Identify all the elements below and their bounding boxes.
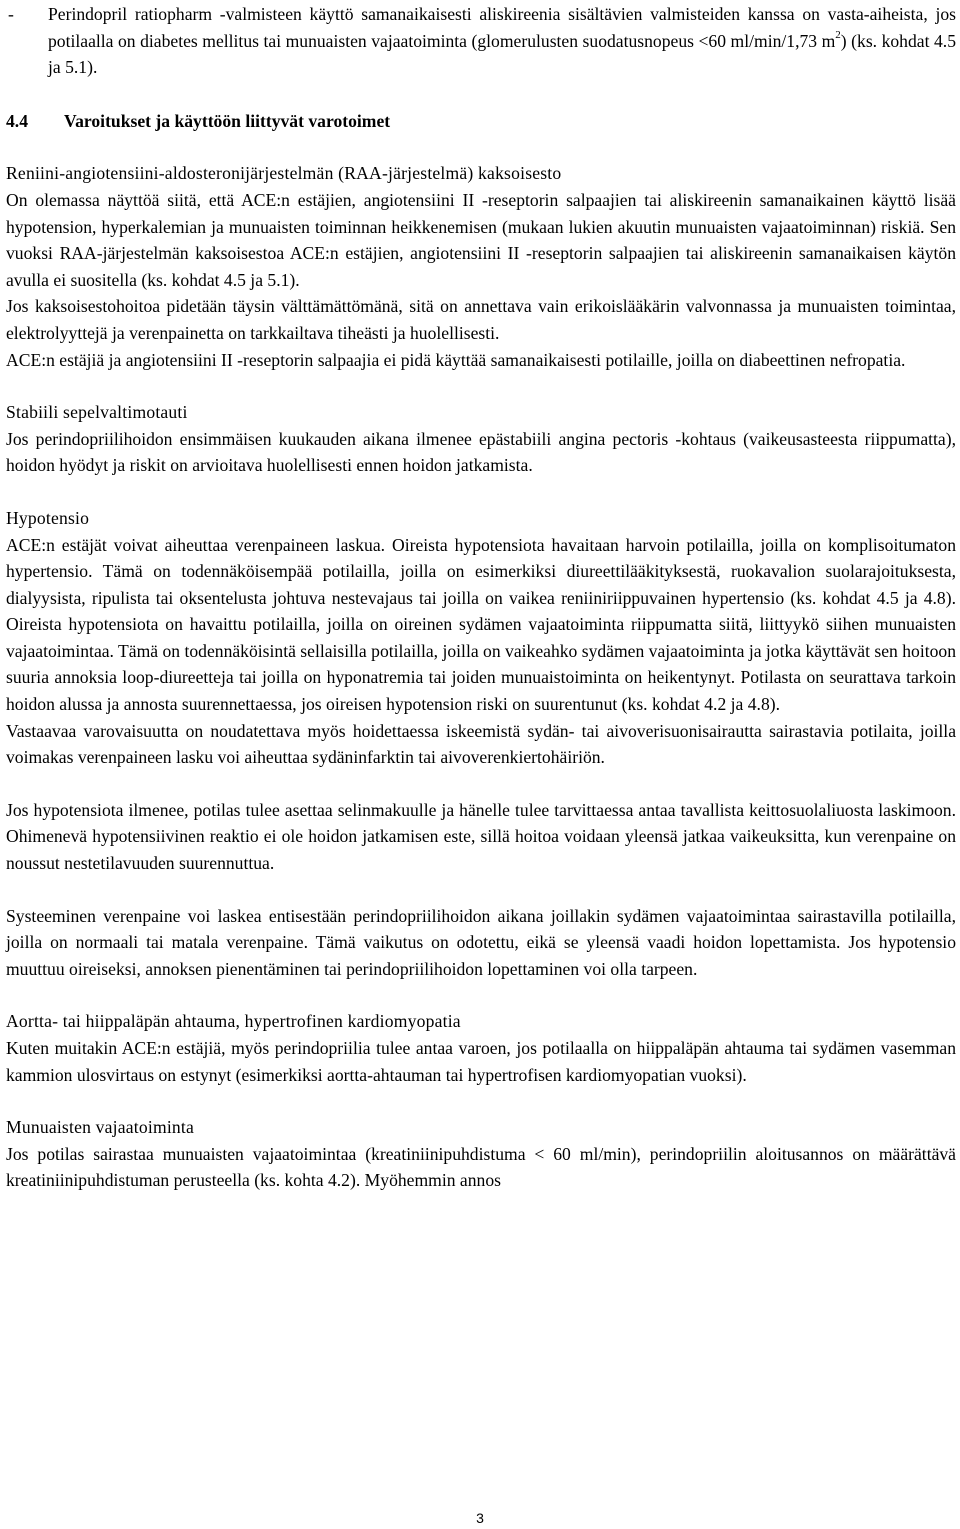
paragraph: Jos kaksoisestohoitoa pidetään täysin välttämättömänä, sitä on annettava vain erikoislääkärin valvonnassa ja munuaisten toimintaa, elektrolyyttejä ja verenpainetta on tarkkailtava tiheästi ja huolellisesti. xyxy=(6,296,956,343)
bullet-text-end: ) (ks. kohdat 4.5 ja 5.1). xyxy=(48,30,956,78)
paragraph: On olemassa näyttöä siitä, että ACE:n estäjien, angiotensiini II -reseptorin salpaajien tai aliskireenin samanaikainen käyttö lisää hypotension, hyperkalemian ja munuaisten toiminnan heikkenemisen (mukaan lukien akuutin munuaisten vajaatoiminnan) riskiä. Sen vuoksi RAA-järjestelmän kaksoisestoa ACE:n estäjien, angiotensiini II -reseptorin salpaajien tai aliskireenin samanaikaisen käytön avulla ei suositella (ks. kohdat 4.5 ja 5.1). xyxy=(6,189,956,290)
section-heading xyxy=(6,108,956,135)
contraindication-bullet xyxy=(6,1,956,81)
page-number: 3 xyxy=(476,1510,484,1526)
subheading-raa: Reniini-angiotensiini-aldosteronijärjestelmän (RAA-järjestelmä) kaksoisesto xyxy=(6,163,562,184)
paragraph: Kuten muitakin ACE:n estäjiä, myös perindopriilia tulee antaa varoen, jos potilaalla on hiippaläpän ahtauma tai sydämen vasemman kammion ulosvirtaus on estynyt (esimerkiksi aortta-ahtauman tai hypertrofisen kardiomyopatian vuoksi). xyxy=(6,1038,956,1085)
paragraph: ACE:n estäjät voivat aiheuttaa verenpaineen laskua. Oireista hypotensiota havaitaan harvoin potilailla, joilla on komplisoitumaton hypertensio. Tämä on todennäköisempää potilailla, joilla on esimerkiksi diureettilääkityksestä, ruokavalion suolarajoituksesta, dialyysista, ripulista tai oksentelusta johtuva nestevajaus tai joilla on vaikea reniiniriippuvainen hypertensio (ks. kohdat 4.5 ja 4.8). Oireista hypotensiota on havaittu potilailla, joilla on oireinen sydämen vajaatoiminta riippumatta siitä, liittyykö siihen munuaisten vajaatoimintaa. Tämä on todennäköisintä sellaisilla potilailla, joilla on vaikeahko sydämen vajaatoiminta ja jotka käyttävät sen hoitoon suuria annoksia loop-diureetteja tai joilla on hyponatremia tai joiden munuaistoiminta on heikentynyt. Potilasta on seurattava tarkoin hoidon alussa ja annosta suurennettaessa, jos oireisen hypotension riski on suurentunut (ks. kohdat 4.2 ja 4.8). xyxy=(6,534,956,715)
bullet-text: Perindopril ratiopharm -valmisteen käyttö samanaikaisesti aliskireenia sisältävien valmisteiden kanssa on vasta-aiheista, jos potilaalla on diabetes mellitus tai munuaisten vajaatoiminta (glomerulusten suodatusnopeus <60 ml/min/1,73 m xyxy=(48,4,956,51)
bullet-superscript: 2 xyxy=(835,28,841,41)
subheading-hypotension: Hypotensio xyxy=(6,507,90,528)
subheading-valve-stenosis: Aortta- tai hiippaläpän ahtauma, hypertrofinen kardiomyopatia xyxy=(6,1011,461,1032)
paragraph: Jos perindopriilihoidon ensimmäisen kuukauden aikana ilmenee epästabiili angina pectoris -kohtaus (vaikeusasteesta riippumatta), hoidon hyödyt ja riskit on arvioitava huolellisesti ennen hoidon jatkamista. xyxy=(6,428,956,476)
bullet-dash: - xyxy=(8,4,14,24)
paragraph: Systeeminen verenpaine voi laskea entisestään perindopriilihoidon aikana joillakin sydämen vajaatoimintaa sairastavilla potilailla, joilla on normaali tai matala verenpaine. Tämä vaikutus on odotettu, eikä se yleensä vaadi hoidon lopettamista. Jos hypotensio muuttuu oireiseksi, annoksen pienentäminen tai perindopriilihoidon lopettaminen voi olla tarpeen. xyxy=(6,905,956,979)
paragraph: Jos potilas sairastaa munuaisten vajaatoimintaa (kreatiniinipuhdistuma < 60 ml/min), perindopriilin aloitusannos on määrättävä kreatiniinipuhdistuman perusteella (ks. kohta 4.2). Myöhemmin annos xyxy=(6,1143,956,1191)
paragraph: Jos hypotensiota ilmenee, potilas tulee asettaa selinmakuulle ja hänelle tulee tarvittaessa antaa tavallista keittosuolaliuosta laskimoon. Ohimenevä hypotensiivinen reaktio ei ole hoidon jatkamisen este, sillä hoitoa voidaan yleensä jatkaa vaikeuksitta, kun verenpaine on noussut nestetilavuuden suurennuttua. xyxy=(6,799,956,874)
subheading-stable-angina: Stabiili sepelvaltimotauti xyxy=(6,402,188,423)
paragraph: ACE:n estäjiä ja angiotensiini II -reseptorin salpaajia ei pidä käyttää samanaikaisesti potilaille, joilla on diabeettinen nefropatia. xyxy=(6,349,906,370)
subheading-renal-impairment: Munuaisten vajaatoiminta xyxy=(6,1117,195,1138)
section-number: 4.4 xyxy=(6,110,28,131)
section-title: Varoitukset ja käyttöön liittyvät varotoimet xyxy=(64,110,391,131)
paragraph: Vastaavaa varovaisuutta on noudatettava myös hoidettaessa iskeemistä sydän- tai aivoverisuonisairautta sairastavia potilaita, joilla voimakas verenpaineen lasku voi aiheuttaa sydäninfarktin tai aivoverenkiertohäiriön. xyxy=(6,720,956,768)
document-page xyxy=(6,1,956,1194)
